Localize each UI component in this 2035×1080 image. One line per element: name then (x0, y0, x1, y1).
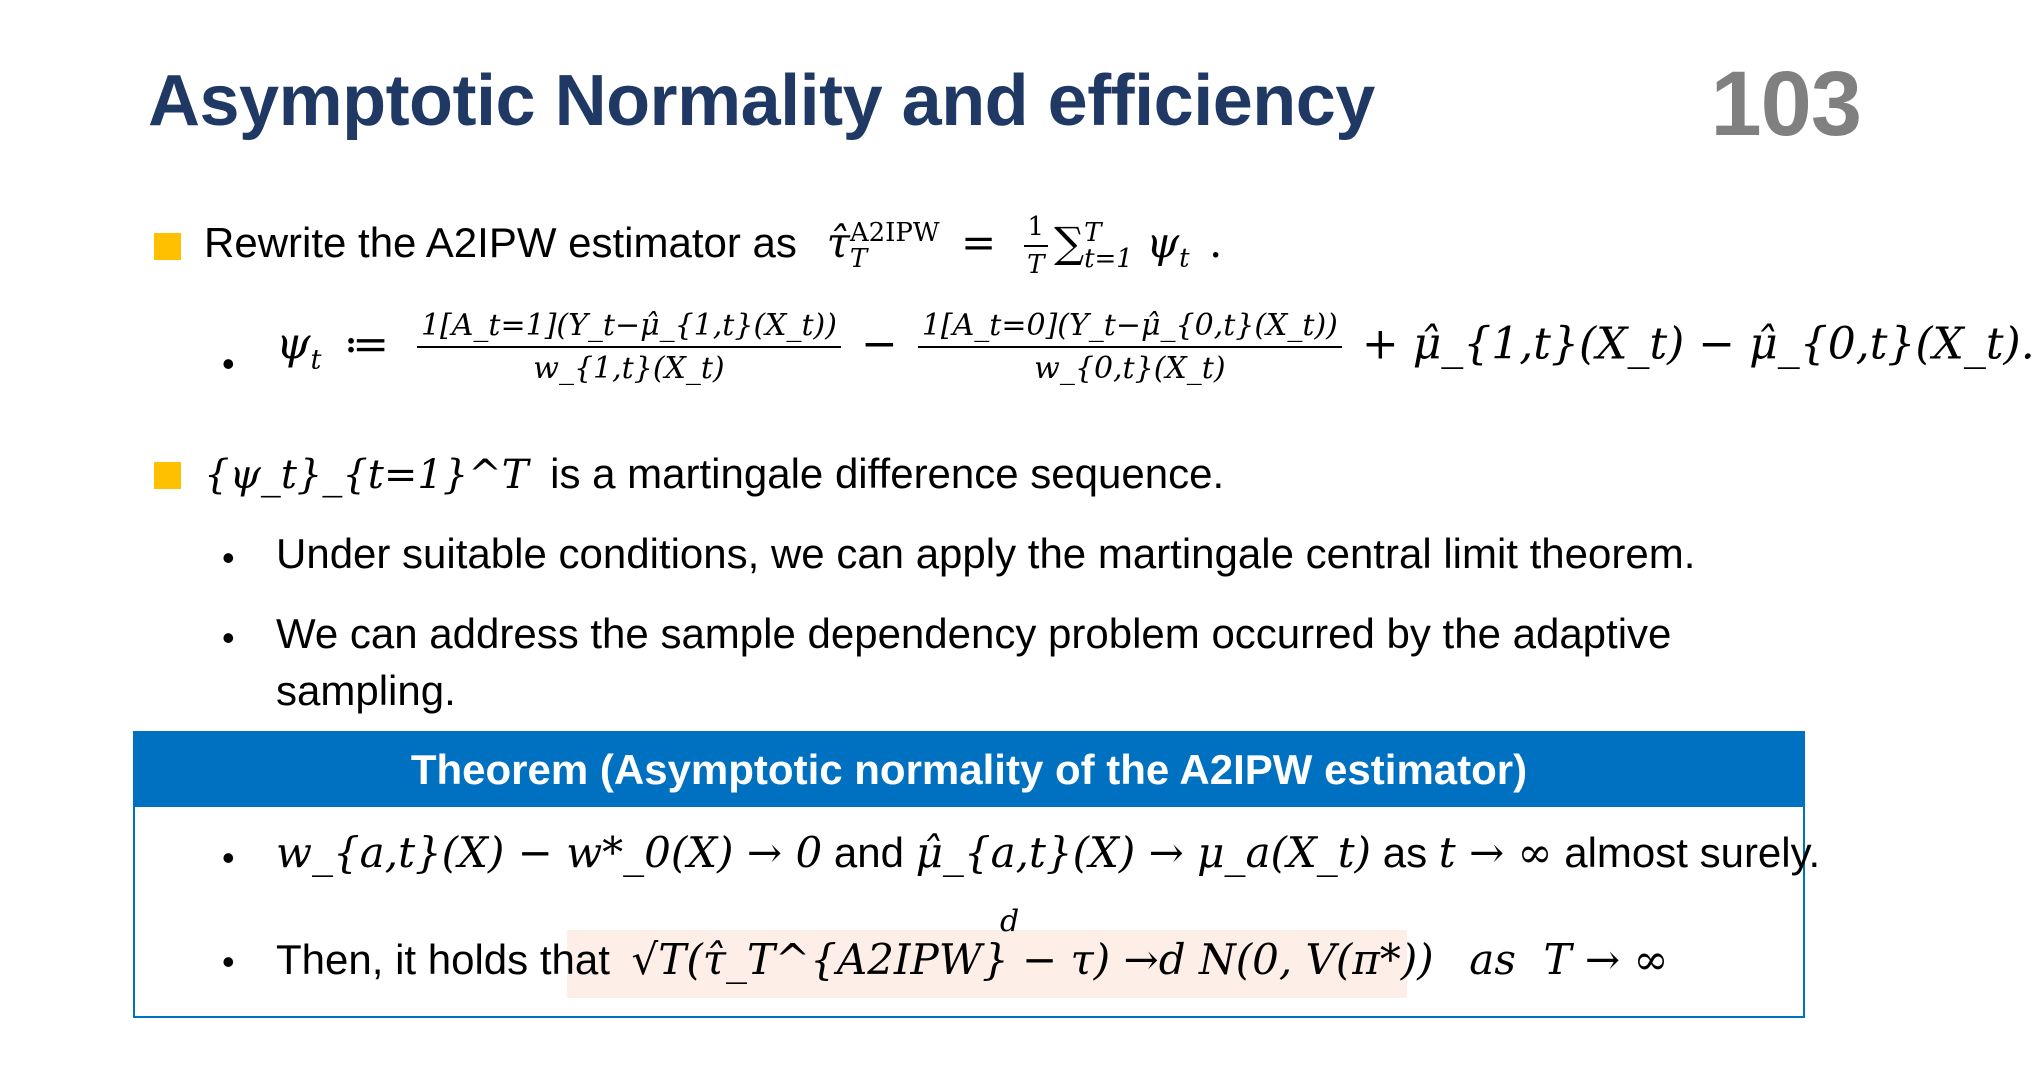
psi-definition: $\psi_t$ ≔ $\frac{1[A\_t=1](Y\_t-\mû\_\{1,t\}(X\_t))}{w\_\{1,t\}(X\_t)}$ − $\frac{1[A\_t=0](Y\_t-\mû\_\{0,t\}(X\_t))}{w\_\{0,t\}(X\_t)}$ + μ̂_{1,t}(X_t) − μ̂_{0,t}(X_t). (276, 308, 2035, 386)
bullet-2 (204, 450, 1224, 498)
bullet-1 (204, 212, 1222, 280)
convergence-label: d (1000, 904, 1020, 939)
dot-bullet-icon: • (222, 343, 235, 384)
dot-bullet-icon: • (222, 537, 235, 578)
asymptotic-normality-formula: √T(τ̂_T^{A2IPW} − τ) →d N(0, V(π*)) (631, 935, 1434, 984)
theorem-header: Theorem (Asymptotic normality of the A2IPW estimator) (135, 733, 1803, 807)
estimator-formula: τ̂ A2IPW T = $\frac{1}{T}$ ∑ T t=1 $\psi_t$ . (826, 212, 1223, 280)
slide-title: Asymptotic Normality and efficiency (148, 61, 1375, 141)
dot-bullet-icon: • (222, 941, 235, 982)
bullet-2-sub-2-line-2: sampling. (276, 667, 456, 714)
bullet-2-sub-1: Under suitable conditions, we can apply the martingale central limit theorem. (276, 530, 1696, 577)
page-number: 103 (1710, 53, 1861, 155)
square-bullet-icon (154, 462, 181, 489)
dot-bullet-icon: • (222, 837, 235, 878)
bullet-2-text: is a martingale difference sequence. (550, 450, 1225, 497)
psi-sequence-formula: {ψ_t}_{t=1}^T (204, 452, 529, 498)
theorem-item-2: Then, it holds that √T(τ̂_T^{A2IPW} − τ) →d N(0, V(π*)) as T → ∞ (276, 935, 1669, 984)
bullet-2-sub-2-line-1: We can address the sample dependency problem occurred by the adaptive (276, 610, 1672, 657)
square-bullet-icon (154, 233, 181, 260)
dot-bullet-icon: • (222, 617, 235, 658)
theorem-item-1: w_{a,t}(X) − w*_0(X) → 0 and μ̂_{a,t}(X) → μ_a(X_t) as t → ∞ almost surely. (276, 828, 1821, 877)
bullet-1-text: Rewrite the A2IPW estimator as (204, 219, 797, 266)
